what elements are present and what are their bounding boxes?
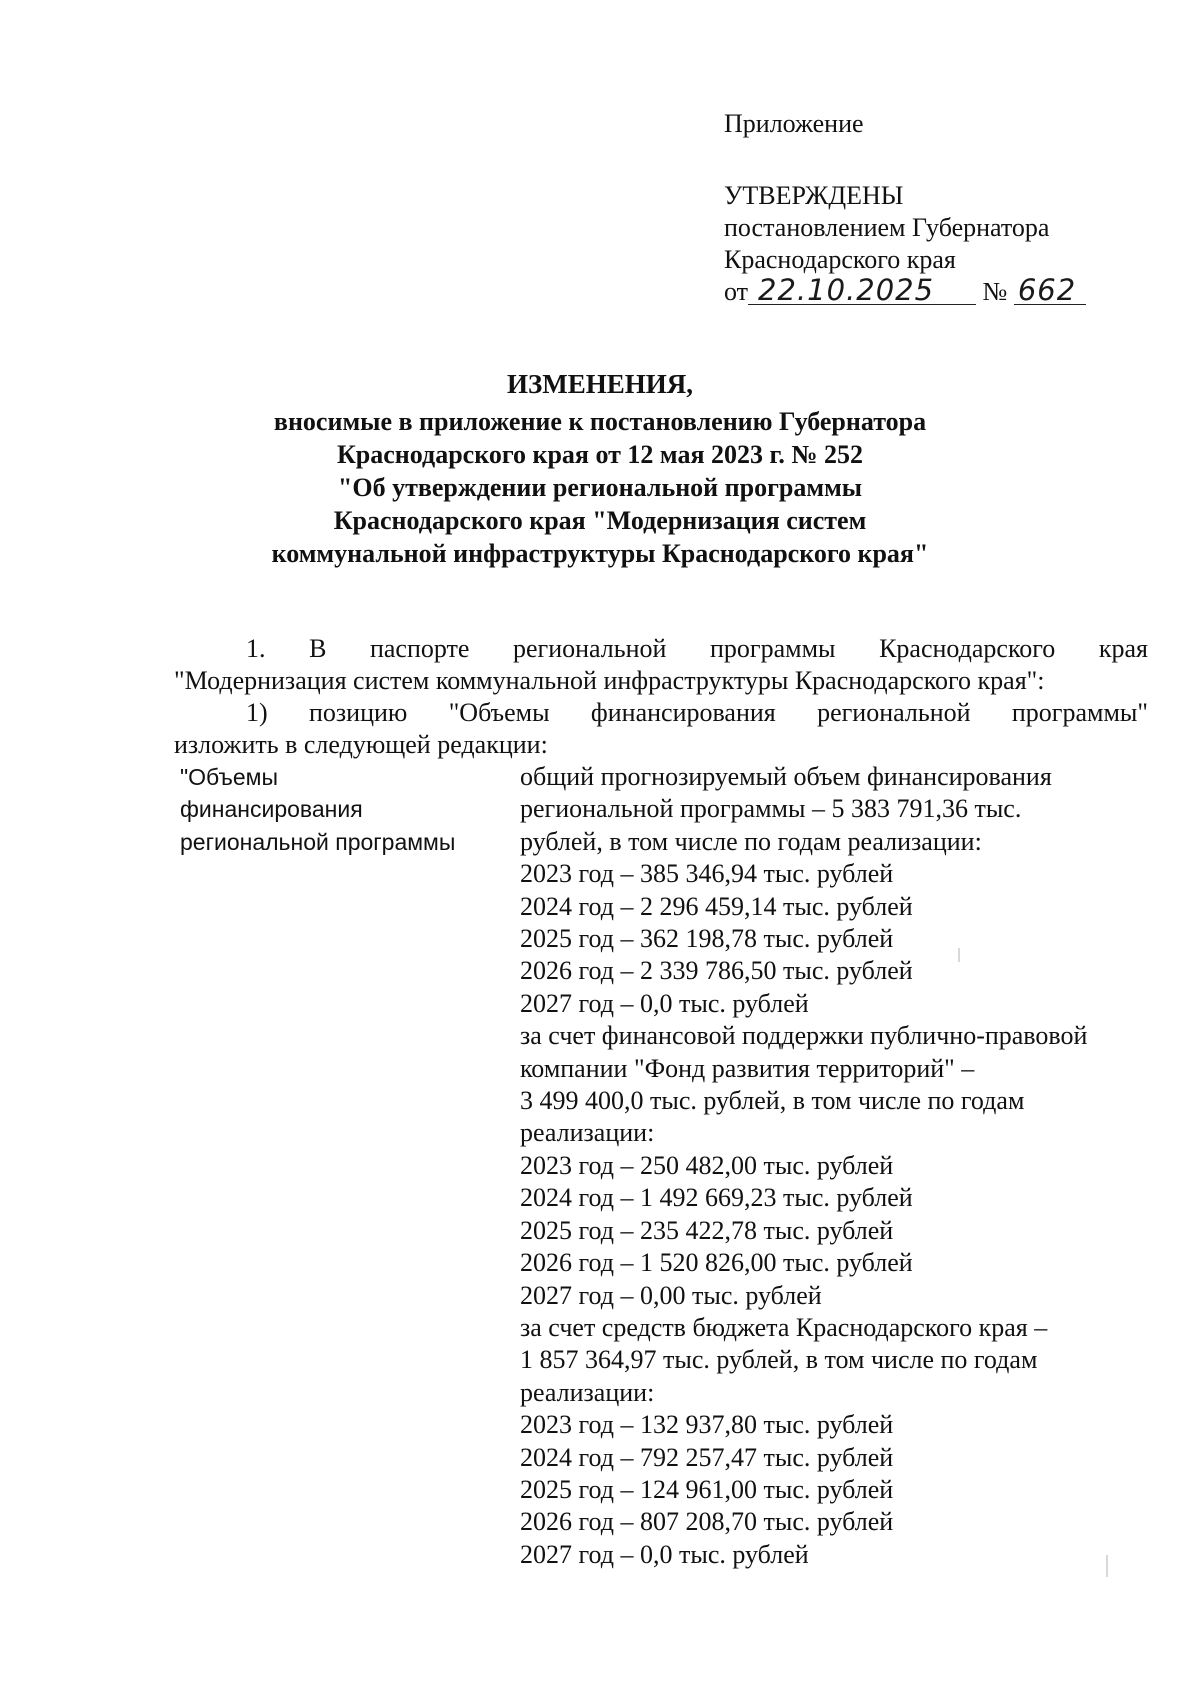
- handwritten-number: 662: [1014, 276, 1086, 305]
- title-line-1: вносимые в приложение к постановлению Губернатора: [273, 407, 927, 436]
- financing-line: 2027 год – 0,0 тыс. рублей: [520, 988, 809, 1018]
- number-prefix: №: [982, 277, 1008, 306]
- financing-label-line: "Объемы: [180, 764, 278, 790]
- item-1-1-text: 1) позицию "Объемы финансирования региональной программы": [246, 698, 1148, 727]
- financing-line: 2025 год – 235 422,78 тыс. рублей: [520, 1215, 894, 1245]
- body-text: [174, 633, 1148, 761]
- financing-line: рублей, в том числе по годам реализации:: [520, 826, 982, 856]
- item-1-text: 1. В паспорте региональной программы Краснодарского края: [246, 634, 1148, 663]
- financing-line: 2027 год – 0,00 тыс. рублей: [520, 1280, 822, 1310]
- financing-line: 2024 год – 792 257,47 тыс. рублей: [520, 1442, 894, 1472]
- financing-line: 2023 год – 132 937,80 тыс. рублей: [520, 1410, 894, 1440]
- scan-artifact: [958, 948, 960, 962]
- title-line-3: "Об утверждении региональной программы: [337, 473, 863, 502]
- financing-label-cell: [174, 761, 520, 1571]
- financing-line: 2023 год – 385 346,94 тыс. рублей: [520, 859, 894, 889]
- financing-table: [174, 761, 1154, 1571]
- title-main: ИЗМЕНЕНИЯ,: [506, 369, 693, 399]
- financing-line: 2026 год – 2 339 786,50 тыс. рублей: [520, 956, 913, 986]
- appendix-label: Приложение: [724, 109, 864, 138]
- financing-line: 1 857 364,97 тыс. рублей, в том числе по годам: [520, 1345, 1038, 1375]
- financing-line: реализации:: [520, 1118, 655, 1148]
- financing-line: за счет средств бюджета Краснодарского края –: [520, 1312, 1048, 1342]
- financing-line: 2025 год – 124 961,00 тыс. рублей: [520, 1474, 894, 1504]
- financing-line: 2026 год – 1 520 826,00 тыс. рублей: [520, 1248, 913, 1278]
- financing-line: региональной программы – 5 383 791,36 тыс.: [520, 794, 1022, 824]
- approved-label: УТВЕРЖДЕНЫ: [724, 181, 904, 210]
- date-number-line: [724, 273, 1144, 308]
- financing-line: компании "Фонд развития территорий" –: [520, 1053, 975, 1083]
- financing-line: 2026 год – 807 208,70 тыс. рублей: [520, 1507, 894, 1537]
- document-title: [150, 368, 1050, 570]
- financing-line: 2027 год – 0,0 тыс. рублей: [520, 1539, 809, 1569]
- title-line-4: Краснодарского края "Модернизация систем: [333, 506, 867, 535]
- financing-line: за счет финансовой поддержки публично-правовой: [520, 1021, 1088, 1051]
- financing-label-line: финансирования: [180, 796, 363, 823]
- financing-line: 3 499 400,0 тыс. рублей, в том числе по годам: [520, 1086, 1025, 1116]
- item-1-1-continuation: изложить в следующей редакции:: [174, 730, 548, 759]
- item-1-continuation: "Модернизация систем коммунальной инфраструктуры Краснодарского края":: [174, 666, 1045, 695]
- financing-label-line: региональной программы: [180, 828, 456, 855]
- financing-value-cell: [520, 761, 1140, 1571]
- approved-by-line-1: постановлением Губернатора: [724, 213, 1050, 242]
- scan-artifact: [1106, 1555, 1108, 1577]
- financing-line: 2023 год – 250 482,00 тыс. рублей: [520, 1150, 894, 1180]
- approved-by-line-2: Краснодарского края: [724, 245, 956, 274]
- financing-line: общий прогнозируемый объем финансирования: [520, 762, 1052, 791]
- handwritten-date: 22.10.2025: [748, 276, 976, 305]
- title-line-2: Краснодарского края от 12 мая 2023 г. № 252: [336, 440, 864, 469]
- financing-line: 2024 год – 2 296 459,14 тыс. рублей: [520, 891, 913, 921]
- financing-line: 2024 год – 1 492 669,23 тыс. рублей: [520, 1183, 913, 1213]
- financing-line: 2025 год – 362 198,78 тыс. рублей: [520, 924, 894, 954]
- financing-line: реализации:: [520, 1377, 655, 1407]
- date-prefix: от: [724, 277, 749, 306]
- approval-block: [724, 108, 1144, 308]
- title-line-5: коммунальной инфраструктуры Краснодарского края": [271, 539, 929, 568]
